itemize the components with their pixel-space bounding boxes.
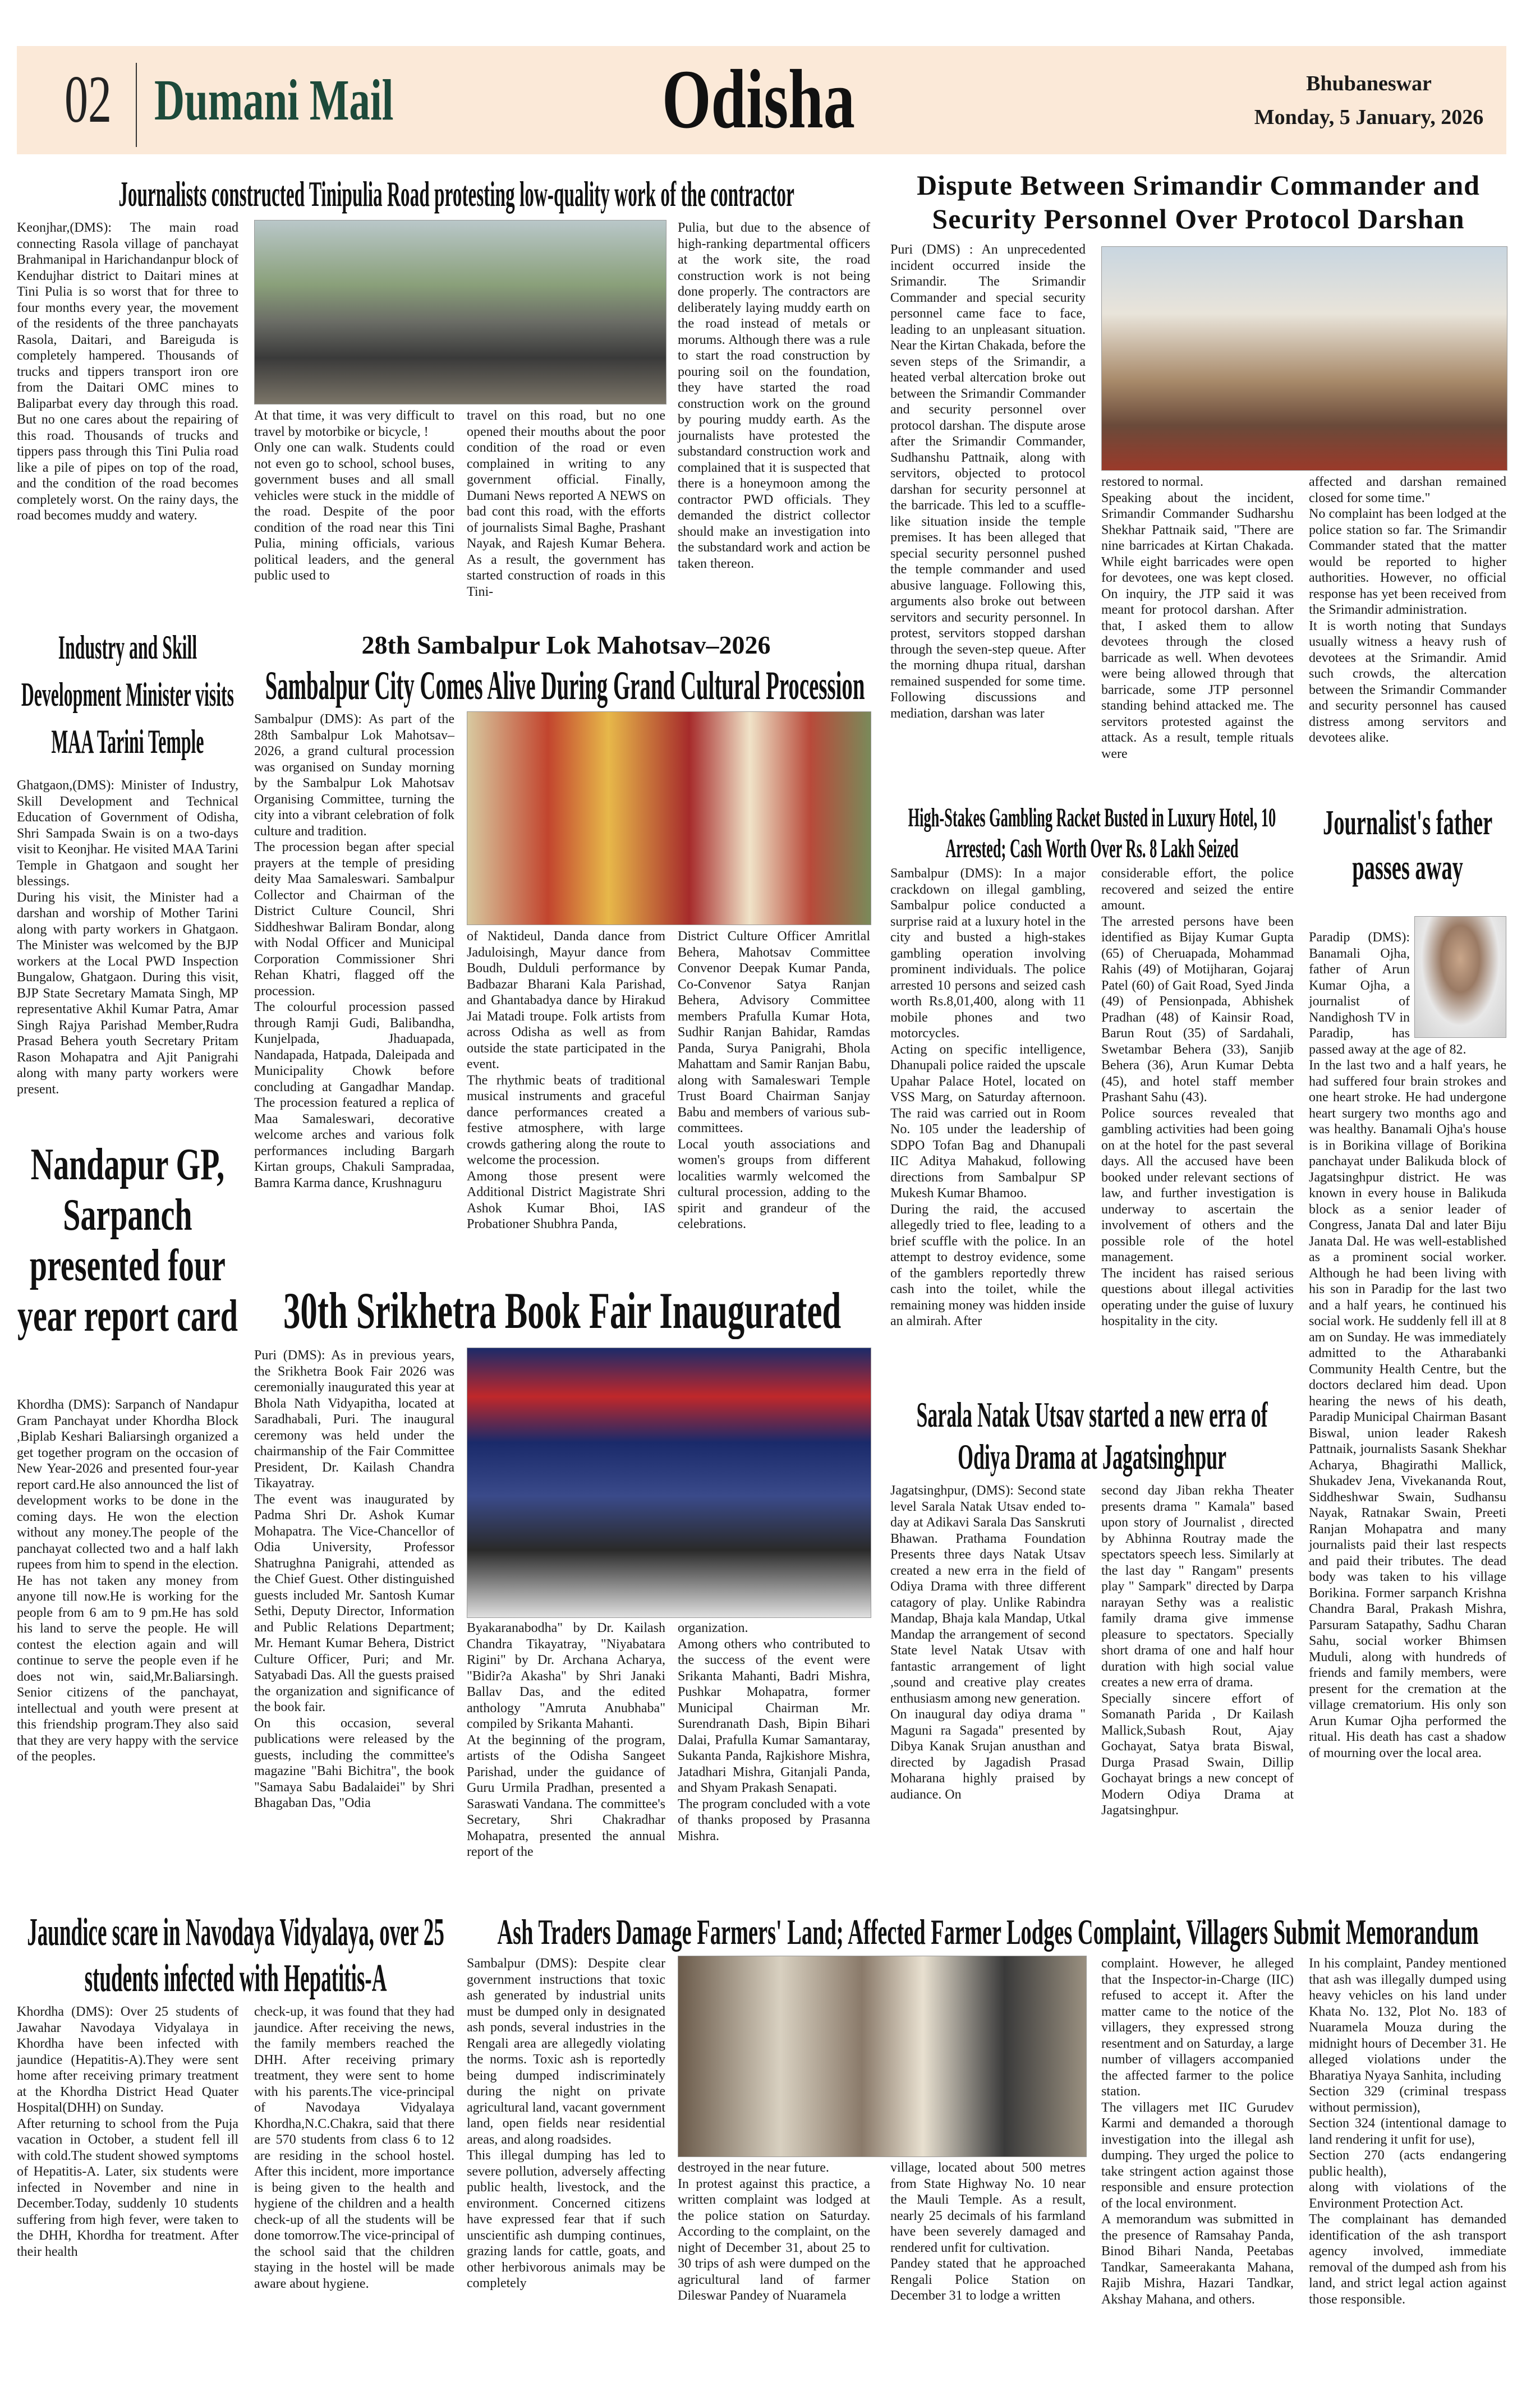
article-column: Puri (DMS): As in previous years, the Srikhetra Book Fair 2026 was ceremonially inaugurated this year at Bhola Nath Vidyapitha, located at Saradhabali, Puri. The inaugural ceremony was held under the chairmanship of the Fair Committee President, Dr. Kailash Chandra Tikayatray. The event was inaugurated by Padma Shri Dr. Ashok Kumar Mohapatra. The Vice-Chancellor of Odia University, Professor Shatrughna Panigrahi, attended as the Chief Guest. Other distinguished guests included Mr. Santosh Kumar Sethi, Deputy Director, Information and Public Relations Department; Mr. Hemant Kumar Behera, District Culture Officer, Puri; and Mr. Satyabadi Das. All the guests praised the organization and significance of the book fair. On this occasion, several publications were released by the guests, including the committee's magazine "Bahi Bichitra", the book "Samaya Sabu Badalaidei" by Shri Bhagaban Das, "Odia (254, 1348, 454, 1810)
sambalpur-procession-photo (467, 711, 871, 925)
edition-date: Monday, 5 January, 2026 (1254, 105, 1484, 129)
article-column: Puri (DMS) : An unprecedented incident occurred inside the Srimandir. The Srimandir Commander and special security personnel came face to face, leading to an unpleasant situation. Near the Kirtan Chakada, before the seven steps of the Srimandir, a heated verbal altercation broke out between the Srimandir Commander and security personnel over protocol darshan. The dispute arose after the Srimandir Commander, Sudhanshu Pattnaik, along with servitors, objected to protocol darshan for security personnel at the barricade. This led to a scuffle-like situation inside the temple premises. It has been alleged that special security personnel pushed the temple commander and used abusive language. Following this, arguments also broke out between servitors and security personnel. In protest, servitors stopped darshan through the seven-step queue. After the morning dhupa ritual, darshan remained suspended for some time. Following discussions and mediation, darshan was later (890, 242, 1086, 721)
article-column: District Culture Officer Amritlal Behera, Mahotsav Committee Convenor Deepak Kumar Panda, Co-Convenor Satya Ranjan Behera, Advisory Committee members Prafulla Kumar Hota, Sudhir Ranjan Bahidar, Ramdas Panda, Surya Panigrahi, Bhola Mahattam and Samir Ranjan Babu, along with Samaleswari Temple Trust Board Chairman Sanjay Babu and members of various sub-committees. Local youth associations and women's groups from different localities warmly welcomed the cultural procession, adding to the spirit and grandeur of the celebrations. (678, 929, 870, 1231)
headline-nandapur: Nandapur GP, Sarpanch presented four year report card (17, 1140, 238, 1341)
headline-minister-visit: Industry and Skill Development Minister visits MAA Tarini Temple (21, 629, 235, 760)
article-column: travel on this road, but no one opened their mouths about the poor condition of the road or even complained in writing to any government official. Finally, Dumani News reported A NEWS on bad cont this road, with the efforts of journalists Simal Baghe, Prashant Nayak, and Rajesh Kumar Behera. As a result, the government has started construction of roads in this Tini- (467, 408, 665, 599)
article-column: In his complaint, Pandey mentioned that ash was illegally dumped using heavy vehicles on his land under Khata No. 132, Plot No. 183 of Nuaramela Mouza during the midnight hours of December 31. He alleged violations under the Bharatiya Nyaya Sanhita, including Section 329 (criminal trespass without permission), Section 324 (intentional damage to land rendering it unfit for use), Section 270 (acts endangering public health), along with violations of the Environment Protection Act. The complainant has demanded identification of the ash transport agency involved, immediate removal of the dumped ash from his land, and strict legal action against those responsible. (1309, 1956, 1506, 2307)
article-column: Pulia, but due to the absence of high-ranking departmental officers at the work site, the road construction work is not being done properly. The contractors are deliberately laying muddy earth on the road instead of metals or morums. Although there was a rule to start the road construction by pouring soil on the foundation, they have started the road construction work on the ground by pouring muddy earth. As the journalists have protested the substandard construction work and complained that it is suspected that there is a honeymoon among the contractor PWD officials. They demanded the district collector should make an investigation into the substandard work and action be taken thereon. (678, 220, 870, 571)
masthead (17, 46, 1506, 154)
headline-tinipulia: Journalists constructed Tinipulia Road protesting low-quality work of the contractor (118, 174, 794, 214)
article-column: Khordha (DMS): Over 25 students of Jawahar Navodaya Vidyalaya in Khordha have been infected with jaundice (Hepatitis-A).They were sent home after receiving primary treatment at the Khordha District Head Quater Hospital(DHH) on Sunday. After returning to school from the Puja vacation in October, a student fell ill with cold.The student showed symptoms of Hepatitis-A. Later, six students were infected in November and nine in December.Today, suddenly 10 students suffering from high fever, were taken to the DHH, Khordha for treatment. After their health (17, 2004, 238, 2259)
article-column: Sambalpur (DMS): As part of the 28th Sambalpur Lok Mahotsav–2026, a grand cultural procession was organised on Sunday morning by the Sambalpur Lok Mahotsav Organising Committee, turning the city into a vibrant celebration of folk culture and tradition. The procession began after special prayers at the temple of presiding deity Maa Samaleswari. Sambalpur Collector and Chairman of the District Culture Council, Shri Siddheshwar Baliram Bondar, along with Nodal Officer and Municipal Corporation Commissioner Shri Rehan Khatri, flagged off the procession. The colourful procession passed through Ramji Gudi, Balibandha, Kunjelpada, Jhaduapada, Nandapada, Hatpada, Daleipada and Municipality Chowk before concluding at Gangadhar Mandap. The procession featured a replica of Maa Samaleswari, decorative welcome arches and various folk performances including Bargarh Kirtan groups, Chakuli Sampradaa, Bamra Karma dance, Krushnaguru (254, 712, 454, 1190)
book-fair-photo (467, 1348, 871, 1618)
article-column: village, located about 500 metres from State Highway No. 10 near the Mauli Temple. As a result, nearly 25 decimals of his farmland have been severely damaged and rendered unfit for cultivation. Pandey stated that he approached Rengali Police Station on December 31 to lodge a written (890, 2160, 1086, 2303)
newspaper-name: Dumani Mail (154, 68, 394, 132)
headline-ash-traders: Ash Traders Damage Farmers' Land; Affected Farmer Lodges Complaint, Villagers Submit Memorandum (497, 1912, 1479, 1952)
article-column: second day Jiban rekha Theater presents drama " Kamala" based upon story of Journalist , directed by Abhinna Routray made the spectators speech less. Similarly at the last day " Rangam" presents play " Sampark" directed by Darpa narayan Sethy was a realistic family drama give immense pleasure to spectators. Specially short drama of one and half hour duration with high social value creates a new erra of drama. Specially sincere effort of Somanath Parida , Dr Kailash Mallick,Subash Rout, Ajay Gochayat, Satya brata Biswal, Durga Prasad Swain, Dillip Gochayat brings a new concept of Modern Odiya Drama at Jagatsinghpur. (1101, 1483, 1294, 1818)
kicker-sambalpur: 28th Sambalpur Lok Mahotsav–2026 (361, 631, 771, 659)
article-column: Sambalpur (DMS): In a major crackdown on illegal gambling, Sambalpur police conducted a surprise raid at a luxury hotel in the city and busted a high-stakes gambling operation involving prominent individuals. The police arrested 10 persons and seized cash worth Rs.8,01,400, along with 11 mobile phones and two motorcycles. Acting on specific intelligence, Dhanupali police raided the upscale Upahar Palace Hotel, located on VSS Marg, on Saturday afternoon. The raid was carried out in Room No. 105 under the leadership of SDPO Tofan Bag and Dhanupali IIC Aditya Mahakud, following directions from Sambalpur SP Mukesh Kumar Bhamoo. During the raid, the accused allegedly tried to flee, leading to a brief scuffle with the police. In an attempt to destroy evidence, some of the gamblers reportedly threw cash into the toilet, while the remaining money was hidden inside an almirah. After (890, 866, 1086, 1328)
article-column: Sambalpur (DMS): Despite clear government instructions that toxic ash generated by industrial units must be dumped only in designated ash ponds, several industries in the Rengali area are allegedly violating the norms. Toxic ash is reportedly being dumped indiscriminately during the night on private agricultural land, vacant government land, open fields near residential areas, and along roadsides. This illegal dumping has led to severe pollution, adversely affecting public health, livestock, and the environment. Concerned citizens have expressed fear that if such unscientific ash dumping continues, grazing lands for cattle, goats, and other herbivorous animals may be completely (467, 1956, 665, 2291)
article-column: complaint. However, he alleged that the Inspector-in-Charge (IIC) refused to accept it. After the matter came to the notice of the villagers, they expressed strong resentment and on Saturday, a large number of villagers accompanied the affected farmer to the police station. The villagers met IIC Gurudev Karmi and demanded a thorough investigation into the illegal ash dumping. They urged the police to take stringent action against those responsible and ensure protection of the local environment. A memorandum was submitted in the presence of Ramsahay Panda, Binod Bihari Nanda, Peetabas Tandkar, Sameerakanta Mahana, Rajib Mishra, Hazari Tandkar, Akshay Mahana, and others. (1101, 1956, 1294, 2307)
article-column: considerable effort, the police recovered and seized the entire amount. The arrested persons have been identified as Bijay Kumar Gupta (65) of Cheruapada, Mohammad Rahis (49) of Motijharan, Gojaraj Patel (60) of Gait Road, Syed Jinda (49) of Pensionpada, Abhishek Pradhan (48) of Kainsir Road, Barun Rout (35) of Sardahali, Swetambar Behera (33), Sanjib Behera (36), Arun Kumar Debta (45), and hotel staff member Prashant Sahu (43). Police sources revealed that gambling activities had been going on at the hotel for the past several days. All the accused have been booked under relevant sections of law, and further investigation is underway to ascertain the involvement of others and the possible role of the hotel management. The incident has raised serious questions about illegal activities operating under the guise of luxury hospitality in the city. (1101, 866, 1294, 1328)
article-column: restored to normal. Speaking about the incident, Srimandir Commander Sudharshu Shekhar Pattnaik said, "There are nine barricades at Kirtan Chakada. While eight barricades were open for devotees, one was kept closed. On inquiry, the JTP said it was meant for protocol darshan. After that, I asked them to allow devotees through the closed barricade as well. When devotees were being allowed through that barricade, some JTP personnel standing behind attacked me. The servitors protested against the attack. As a result, temple rituals were (1101, 475, 1294, 761)
headline-jaundice: Jaundice scare in Navodaya Vidyalaya, over 25 students infected with Hepatitis-A (27, 1911, 444, 2000)
headline-book-fair: 30th Srikhetra Book Fair Inaugurated (283, 1282, 842, 1339)
article-column: Jagatsinghpur, (DMS): Second state level Sarala Natak Utsav ended to- day at Adikavi Sarala Das Sanskruti Bhawan. Prathama Foundation Presents three days Natak Utsav created a new erra in the field of Odiya Drama with three different catagory of play. Unlike Rabindra Mandap, Bhaja kala Mandap, Utkal Mandap the arrangement of second State level Natak Utsav with fantastic arrangement of light ,sound and creative play creates enthusiasm among new generation. On inaugural day odiya drama " Maguni ra Sagada" presented by Dibya Kanak Srujan anusthan and directed by Jagadish Prasad Moharana highly praised by audiance. On (890, 1483, 1086, 1802)
obituary-body: Paradip (DMS): Banamali Ojha, father of Arun Kumar Ojha, a journalist of Nandighosh TV in Paradip, has passed away at the age of 82. In the last two and a half years, he had suffered four brain strokes and one heart stroke. He had undergone heart surgery two months ago and was healthy. Banamali Ojha's house is in Borikina village of Borikina panchayat under Balikuda block of Jagatsinghpur district. He was known in every house in Balikuda block as a senior leader of Congress, Janata Dal and later Biju Janata Dal. He was well-established as a prominent social worker. Although he had been living with his son in Paradip for the last two and a half years, he continued his social work. He suddenly fell ill at 8 am on Sunday. He was immediately admitted to the Atharabanki Community Health Centre, but the doctors declared him dead. Upon hearing the news of his death, Paradip Municipal Chairman Basant Biswal, union leader Rakesh Pattnaik, journalists Sasank Shekhar Acharya, Bhagirathi Mallick, Shukadev Jena, Vivekananda Rout, Siddheshwar Swain, Sudhansu Nayak, Ratnakar Swain, Preeti Ranjan Mohapatra and many journalists paid their last respects and paid their tributes. The dead body was taken to his village Borikina. Former sarpanch Krishna Chandra Baral, Prakash Mishra, Parsuram Satapathy, Sadhu Charan Sahu, social worker Bhimsen Muduli, along with hundreds of friends and family members, were present for the cremation at the village crematorium. His only son Arun Kumar Ojha performed the ritual. His death has cast a shadow of mourning over the local area. (1309, 930, 1506, 1760)
article-column: Byakaranabodha" by Dr. Kailash Chandra Tikayatray, "Niyabatara Rigini" by Dr. Archana Acharya, "Bidir?a Akasha" by Shri Janaki Ballav Das, and the edited anthology "Amruta Anubhaba" compiled by Srikanta Mahanti. At the beginning of the program, artists of the Odisha Sangeet Parishad, under the guidance of Guru Urmila Pradhan, presented a Saraswati Vandana. The committee's Secretary, Shri Chakradhar Mohapatra, presented the annual report of the (467, 1621, 665, 1859)
headline-gambling: High-Stakes Gambling Racket Busted in Luxury Hotel, 10 Arrested; Cash Worth Over Rs. 8 Lakh Seized (908, 803, 1276, 863)
headline-obituary: Journalist's father passes away (1322, 804, 1493, 887)
article-column: organization. Among others who contributed to the success of the event were Srikanta Mahanti, Badri Mishra, Pushkar Mohapatra, former Municipal Chairman Mr. Surendranath Dash, Bipin Bihari Dalai, Prafulla Kumar Samantaray, Sukanta Panda, Rajkishore Mishra, Jatadhari Mishra, Gitanjali Panda, and Shyam Prakash Senapati. The program concluded with a vote of thanks proposed by Prasanna Mishra. (678, 1621, 870, 1843)
ash-memorandum-photo (678, 1956, 1087, 2157)
srimandir-photo (1101, 246, 1507, 471)
headline-srimandir: Dispute Between Srimandir Commander and Security Personnel Over Protocol Darshan (917, 169, 1480, 235)
article-column (1309, 898, 1506, 1910)
page-number: 02 (65, 62, 112, 136)
article-column: Keonjhar,(DMS): The main road connecting Rasola village of panchayat Brahmanipal in Harichandanpur block of Kendujhar district to Daitari mines at Tini Pulia is so worst that for three to four months every year, the movement of the residents of the three panchayats Rasola, Daitari, and Bareiguda is completely hampered. Thousands of trucks and tippers transport iron ore from the Daitari OMC mines to Baliparbat every day through this road. But no one cares about the repairing of this road. Thousands of trucks and tippers pass through this Tini Pulia road like a pile of pipes on top of the road, and the condition of the road becomes completely worst. On the rainy days, the road becomes muddy and watery. (17, 220, 238, 523)
road-construction-photo (254, 220, 666, 404)
article-column: At that time, it was very difficult to travel by motorbike or bicycle, ! Only one can walk. Students could not even go to school, school buses, government buses and all small vehicles were stuck in the middle of the road. Despite of the poor condition of the road near this Tini Pulia, mining officials, various political leaders, and the general public used to (254, 408, 454, 583)
masthead-divider (136, 63, 137, 147)
edition-city: Bhubaneswar (1306, 72, 1432, 95)
headline-sambalpur: Sambalpur City Comes Alive During Grand Cultural Procession (265, 663, 865, 708)
section-title: Odisha (662, 53, 855, 146)
article-column: Ghatgaon,(DMS): Minister of Industry, Skill Development and Technical Education of Government of Odisha, Shri Sampada Swain is on a two-days visit to Keonjhar. He visited MAA Tarini Temple in Ghatgaon and sought her blessings. During his visit, the Minister had a darshan and worship of Mother Tarini along with party workers in Ghatgaon. The Minister was welcomed by the BJP workers at the Local PWD Inspection Bungalow, Ghatgaon. During this visit, BJP State Secretary Mamata Singh, MP representative Akhil Kumar Patra, Amar Singh Rajya Parishad Member,Rudra Prasad Behera youth Secretary Pritam Rason Mohapatra and Ajit Panigrahi along with many party workers were present. (17, 778, 238, 1097)
headline-sarala-natak: Sarala Natak Utsav started a new erra of Odiya Drama at Jagatsinghpur (916, 1395, 1268, 1477)
article-column: check-up, it was found that they had jaundice. After receiving the news, the family members reached the DHH. After receiving primary treatment, they were sent to home with his parents.The vice-principal of Navodaya Vidyalaya Khordha,N.C.Chakra, said that there are 570 students from class 6 to 12 are residing in the school hostel. After this incident, more importance is being given to the health and hygiene of the children and a health check-up of all the students will be done tomorrow.The vice-principal of the school said that the children staying in the hostel will be made aware about hygiene. (254, 2004, 454, 2291)
article-column: of Naktideul, Danda dance from Jaduloisingh, Mayur dance from Boudh, Dulduli performance by Badbazar Bharani Kala Parishad, and Ghantabadya dance by Hirakud Jai Matadi troupe. Folk artists from across Odisha as well as from outside the state participated in the event. The rhythmic beats of traditional musical instruments and graceful dance performances created a festive atmosphere, with large crowds gathering along the route to welcome the procession. Among those present were Additional District Magistrate Shri Ashok Kumar Bhoi, IAS Probationer Shubhra Panda, (467, 929, 665, 1231)
article-column: affected and darshan remained closed for some time." No complaint has been lodged at the police station so far. The Srimandir Commander stated that the matter would be reported to higher authorities. However, no official response has yet been received from the Srimandir administration. It is worth noting that Sundays usually witness a heavy rush of devotees at the Srimandir. Amid such crowds, the altercation between the Srimandir Commander and security personnel has caused distress among servitors and devotees alike. (1309, 475, 1506, 745)
banamali-ojha-portrait (1414, 916, 1506, 1038)
article-column: destroyed in the near future. In protest against this practice, a written complaint was lodged at the police station on Saturday. According to the complaint, on the night of December 31, about 25 to 30 trips of ash were dumped on the agricultural land of farmer Dileswar Pandey of Nuaramela (678, 2160, 870, 2303)
article-column: Khordha (DMS): Sarpanch of Nandapur Gram Panchayat under Khordha Block ,Biplab Keshari Baliarsingh organized a get together program on the occasion of New Year-2026 and presented four-year report card.He also announced the list of development works to be done in the coming days. He won the election without any money.The people of the panchayat collected two and a half lakh rupees from him to spend in the election. He has not taken any money from anyone till now.He is working for the people from 6 am to 9 pm.He has sold his land to serve the people. He will contest the election again and will continue to serve the people even if he does not win, said,Mr.Baliarsingh. Senior citizens of the panchayat, intellectual and youth were present at this friendship program.They also said that they are very happy with the service of the peoples. (17, 1397, 238, 1764)
